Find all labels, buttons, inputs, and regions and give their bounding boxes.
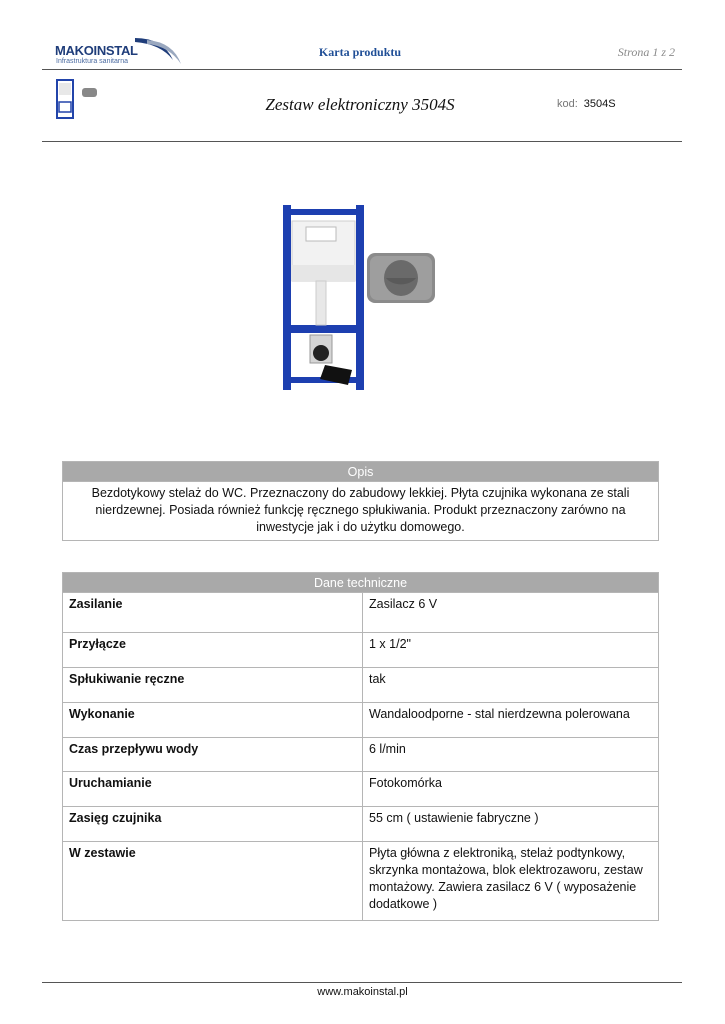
table-row <box>63 807 659 842</box>
logo-swoosh-icon <box>133 36 183 66</box>
table-row <box>63 703 659 738</box>
technical-data-header: Dane techniczne <box>63 573 659 593</box>
spec-key: W zestawie <box>63 842 363 921</box>
table-row <box>63 842 659 921</box>
spec-value: 1 x 1/2" <box>363 633 659 668</box>
spec-key: Uruchamianie <box>63 772 363 807</box>
product-title: Zestaw elektroniczny 3504S <box>265 95 455 114</box>
footer-url: www.makoinstal.pl <box>317 986 408 998</box>
logo-subtitle: Infrastruktura sanitarna <box>56 58 128 65</box>
product-code-label: kod: <box>557 98 578 110</box>
spec-value: Zasilacz 6 V <box>363 593 659 633</box>
header-divider <box>42 69 682 70</box>
spec-value: Fotokomórka <box>363 772 659 807</box>
spec-key: Wykonanie <box>63 703 363 738</box>
spec-key: Zasilanie <box>63 593 363 633</box>
spec-value: Płyta główna z elektroniką, stelaż podtynkowy, skrzynka montażowa, blok elektrozaworu, zestaw montażowy. Zawiera zasilacz 6 V ( wyposażenie dodatkowe ) <box>363 842 659 921</box>
table-row <box>63 772 659 807</box>
product-code <box>557 98 616 110</box>
product-thumbnail <box>55 78 100 120</box>
table-row <box>63 668 659 703</box>
spec-key: Zasięg czujnika <box>63 807 363 842</box>
spec-value: tak <box>363 668 659 703</box>
table-row <box>63 738 659 772</box>
description-text: Bezdotykowy stelaż do WC. Przeznaczony do zabudowy lekkiej. Płyta czujnika wykonana ze stali nierdzewnej. Posiada również funkcję ręcznego spłukiwania. Produkt przeznaczony zarówno na inwestycje jak i do użytku domowego. <box>63 482 659 541</box>
technical-data-table <box>62 572 659 921</box>
table-row <box>63 593 659 633</box>
spec-value: 6 l/min <box>363 738 659 772</box>
table-row <box>63 633 659 668</box>
spec-key: Czas przepływu wody <box>63 738 363 772</box>
page-number: Strona 1 z 2 <box>617 45 675 59</box>
spec-value: Wandaloodporne - stal nierdzewna polerowana <box>363 703 659 738</box>
spec-key: Przyłącze <box>63 633 363 668</box>
document-type: Karta produktu <box>318 45 402 59</box>
spec-key: Spłukiwanie ręczne <box>63 668 363 703</box>
company-logo <box>55 36 185 72</box>
title-divider <box>42 141 682 142</box>
product-image <box>280 205 440 391</box>
logo-name: MAKOINSTAL <box>55 43 138 58</box>
description-header: Opis <box>63 462 659 482</box>
footer-divider <box>42 982 682 983</box>
spec-value: 55 cm ( ustawienie fabryczne ) <box>363 807 659 842</box>
product-code-value: 3504S <box>583 98 616 110</box>
description-table <box>62 461 659 541</box>
